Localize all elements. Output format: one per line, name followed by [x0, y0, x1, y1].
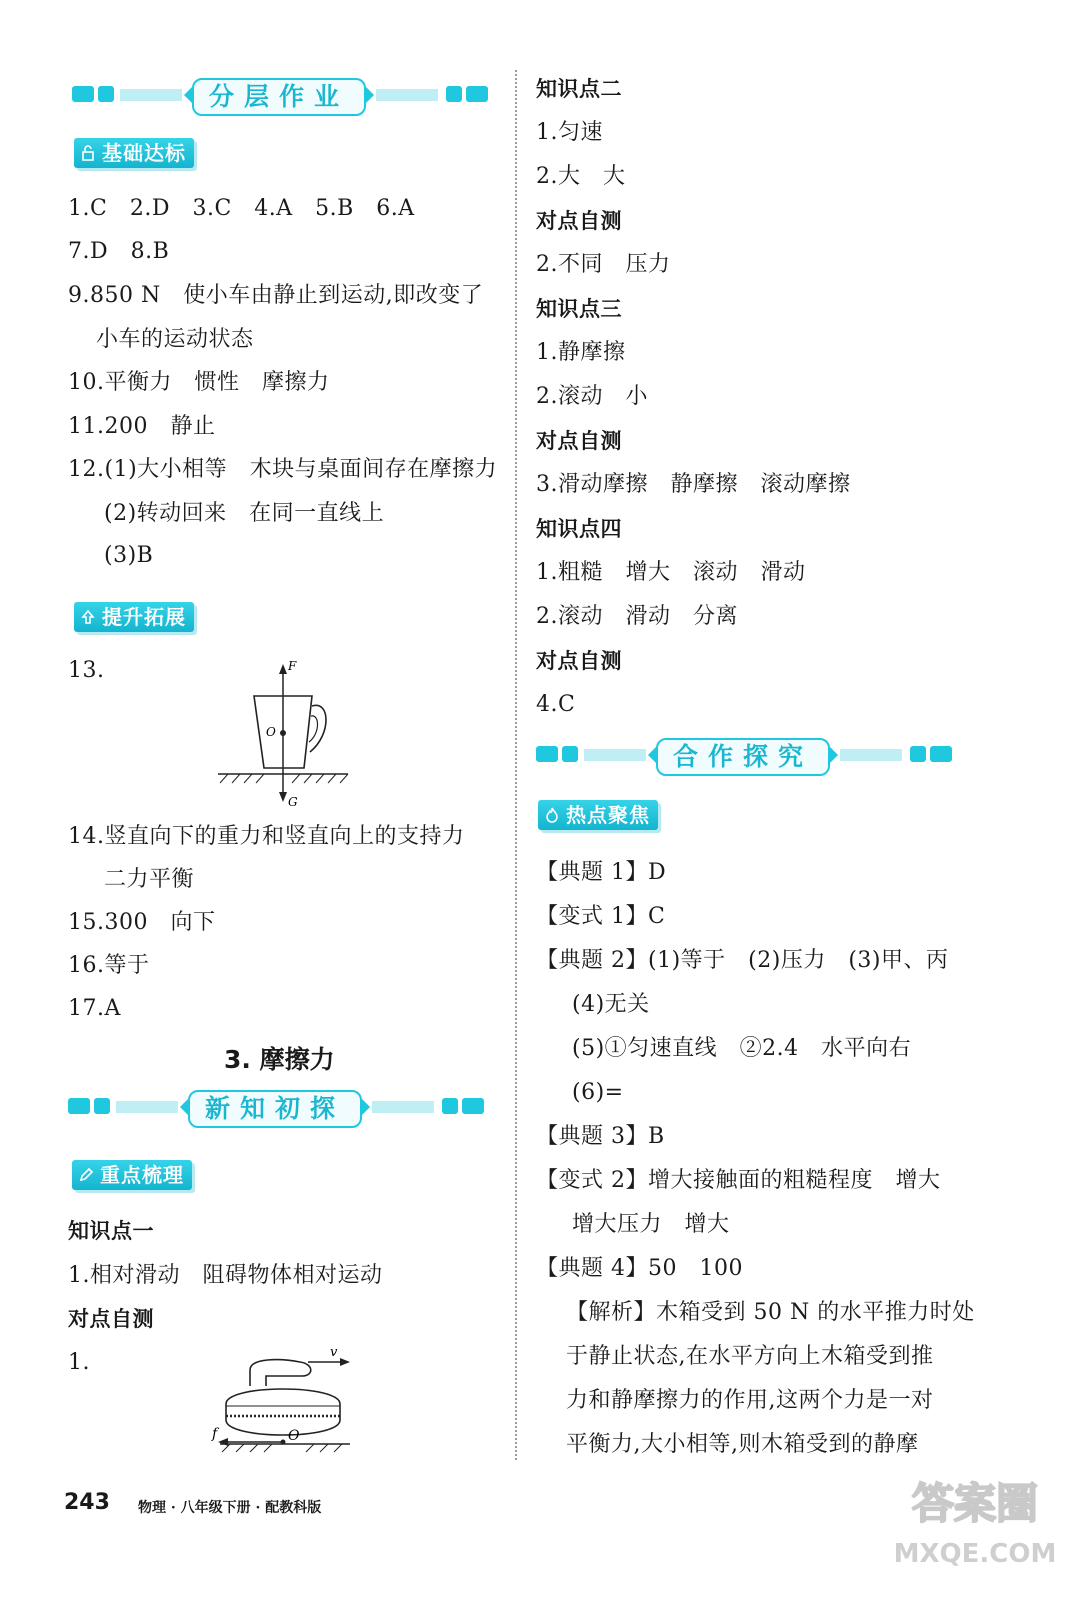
section-heading: 知识点四 [536, 517, 622, 541]
answer-line: 10.平衡力 惯性 摩擦力 [68, 370, 330, 395]
answer-line: 力和静摩擦力的作用,这两个力是一对 [566, 1388, 934, 1413]
tag-advance [74, 602, 194, 632]
answer-line: 16.等于 [68, 953, 150, 978]
cup-force-diagram [208, 656, 358, 808]
watermark-bottom: MXQE.COM [893, 1539, 1057, 1569]
answer-line: 14.竖直向下的重力和竖直向上的支持力 [68, 824, 465, 849]
label-v: v [330, 1345, 338, 1360]
label-o: O [266, 725, 276, 739]
answer-line: 【解析】木箱受到 50 N 的水平推力时处 [566, 1300, 975, 1325]
label-f: F [288, 659, 297, 673]
answer-line: 增大压力 增大 [572, 1212, 730, 1237]
banner-cooperative-inquiry [536, 738, 956, 774]
section-heading: 对点自测 [536, 649, 622, 673]
section-heading: 知识点二 [536, 77, 622, 101]
page-number: 243 [64, 1490, 110, 1515]
tag-basic [74, 138, 194, 168]
banner-label: 分层作业 [192, 78, 366, 116]
tag-label: 热点聚焦 [566, 803, 650, 827]
section-heading: 对点自测 [536, 429, 622, 453]
label-f: f [212, 1426, 218, 1442]
answer-line: 【变式 2】增大接触面的粗糙程度 增大 [536, 1168, 941, 1193]
answer-line: 2.滚动 小 [536, 384, 648, 409]
answer-line: 12.(1)大小相等 木块与桌面间存在摩擦力 [68, 457, 498, 482]
banner-label: 新知初探 [188, 1090, 362, 1128]
answer-line: 1.匀速 [536, 120, 603, 145]
answer-line: 【典题 4】50 100 [536, 1256, 743, 1281]
watermark-logo [890, 1470, 1060, 1580]
kp1-answer: 1.相对滑动 阻碍物体相对运动 [68, 1263, 383, 1288]
answer-line: (5)①匀速直线 ②2.4 水平向右 [572, 1036, 912, 1061]
watermark-top: 答案圈 [911, 1479, 1039, 1528]
pencil-icon [78, 1167, 94, 1183]
flame-icon [544, 807, 560, 823]
answer-line: 【典题 3】B [536, 1124, 665, 1149]
answer-line: 【典题 2】(1)等于 (2)压力 (3)甲、丙 [536, 948, 949, 973]
banner-layered-homework [72, 78, 492, 114]
question-13-number: 13. [68, 658, 105, 683]
answer-line: (3)B [104, 543, 154, 568]
tag-label: 基础达标 [102, 141, 186, 165]
answer-line: 1.静摩擦 [536, 340, 626, 365]
answer-line: 3.滑动摩擦 静摩擦 滚动摩擦 [536, 472, 851, 497]
tag-label: 提升拓展 [102, 605, 186, 629]
answer-line: (2)转动回来 在同一直线上 [104, 501, 385, 526]
answer-line: (4)无关 [572, 992, 650, 1017]
answer-line: 7.D 8.B [68, 239, 170, 264]
answer-line: 9.850 N 使小车由静止到运动,即改变了 [68, 283, 484, 308]
section-heading: 知识点三 [536, 297, 622, 321]
curling-stone-diagram [210, 1344, 360, 1456]
answer-line: 二力平衡 [104, 867, 195, 892]
lock-icon [80, 145, 96, 161]
banner-label: 合作探究 [656, 738, 830, 776]
answer-line: 2.滚动 滑动 分离 [536, 604, 738, 629]
answer-line: 2.不同 压力 [536, 252, 671, 277]
answer-line: 17.A [68, 996, 121, 1021]
answer-line: 小车的运动状态 [96, 327, 254, 352]
banner-new-knowledge [68, 1090, 488, 1126]
answer-line: 【典题 1】D [536, 860, 667, 885]
knowledge-point-1: 知识点一 [68, 1219, 154, 1243]
label-g: G [288, 795, 298, 808]
tag-label: 重点梳理 [100, 1163, 184, 1187]
arrow-up-icon [80, 609, 96, 625]
answer-line: 2.大 大 [536, 164, 626, 189]
tag-hot-focus [538, 800, 658, 830]
answer-line: 1.粗糙 增大 滚动 滑动 [536, 560, 806, 585]
answer-line: 4.C [536, 692, 576, 717]
label-o: O [288, 1428, 300, 1444]
section-heading: 对点自测 [536, 209, 622, 233]
answer-line: 11.200 静止 [68, 414, 216, 439]
self-test-title: 对点自测 [68, 1307, 154, 1331]
answer-line: 平衡力,大小相等,则木箱受到的静摩 [566, 1432, 919, 1457]
question-1-number: 1. [68, 1350, 90, 1375]
answer-line: 1.C 2.D 3.C 4.A 5.B 6.A [68, 196, 415, 221]
answer-line: 【变式 1】C [536, 904, 666, 929]
answer-line: 于静止状态,在水平方向上木箱受到推 [566, 1344, 934, 1369]
tag-key-points [72, 1160, 192, 1190]
chapter-title: 3. 摩擦力 [224, 1045, 335, 1074]
column-divider [515, 70, 517, 1460]
answer-line: (6)= [572, 1080, 624, 1105]
book-info: 物理 · 八年级下册 · 配教科版 [138, 1500, 322, 1516]
answer-line: 15.300 向下 [68, 910, 216, 935]
